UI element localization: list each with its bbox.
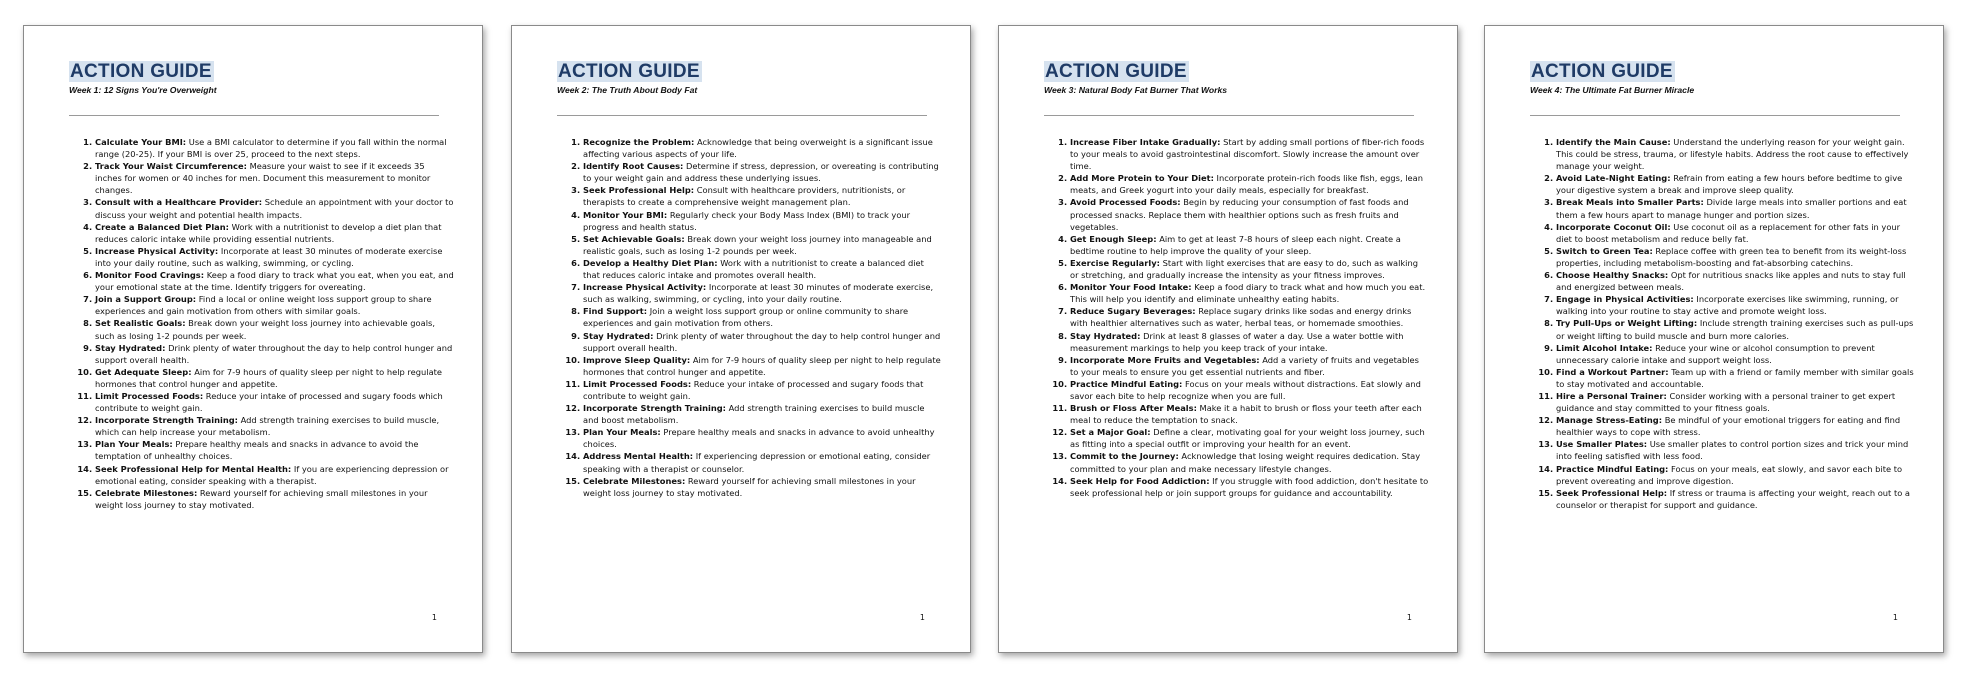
list-item [1556,414,1915,438]
item-label: Try Pull-Ups or Weight Lifting: [1556,318,1698,329]
item-label: Limit Processed Foods: [95,390,204,401]
item-text: If you struggle with food addiction, don't hesitate to seek professional help or join support groups for guidance and accountability. [1070,475,1429,498]
list-item [1070,450,1429,474]
item-text: Schedule an appointment with your doctor to discuss your weight and potential health impacts. [95,197,454,220]
item-label: Develop a Healthy Diet Plan: [583,257,718,268]
item-text: Team up with a friend or family member with similar goals to stay motivated and accountable. [1556,366,1914,389]
page-subtitle: Week 4: The Ultimate Fat Burner Miracle [1530,85,1695,95]
item-text: Use a BMI calculator to determine if you fall within the normal range (20-25). If your BMI is over 25, proceed to the next steps. [95,137,447,160]
item-label: Plan Your Meals: [583,427,661,438]
item-label: Celebrate Milestones: [95,487,198,498]
item-label: Incorporate Strength Training: [583,403,726,414]
item-text: Focus on your meals, eat slowly, and savor each bite to prevent overeating and improve digestion. [1556,463,1903,486]
item-label: Add More Protein to Your Diet: [1070,173,1214,184]
item-text: Join a weight loss support group or online community to share experiences and gain motivation from others. [583,306,909,329]
item-label: Engage in Physical Activities: [1556,294,1694,305]
item-text: Focus on your meals without distractions. Eat slowly and savor each bite to help recognize when you are full. [1070,378,1421,401]
item-label: Increase Fiber Intake Gradually: [1070,137,1221,147]
item-text: Regularly check your Body Mass Index (BMI) to track your progress and health status. [583,209,911,232]
item-label: Calculate Your BMI: [95,137,187,147]
page-subtitle: Week 1: 12 Signs You're Overweight [69,85,217,95]
list-item [583,160,942,184]
item-label: Brush or Floss After Meals: [1070,403,1197,414]
item-label: Improve Sleep Quality: [583,354,691,365]
list-item [1556,172,1915,196]
item-label: Seek Professional Help: [1556,487,1668,498]
item-text: Add a variety of fruits and vegetables to your meals to ensure you get essential nutrients and fiber. [1070,354,1419,377]
item-text: Start with light exercises that are easy to do, such as walking or stretching, and gradually increase the intensity as your fitness improves. [1070,257,1419,281]
item-label: Monitor Food Cravings: [95,270,205,281]
item-text: Aim for 7-9 hours of quality sleep per night to help regulate hormones that control hunger and appetite. [95,366,443,389]
list-item [1556,245,1915,269]
action-list [557,136,942,499]
list-item [583,402,942,426]
item-text: If stress or trauma is affecting your weight, reach out to a counselor or therapist for support and guidance. [1556,487,1910,510]
item-label: Plan Your Meals: [95,439,173,450]
list-item [1556,390,1915,414]
item-text: Reward yourself for achieving small milestones in your weight loss journey to stay motivated. [583,475,916,498]
item-text: Consult with healthcare providers, nutritionists, or therapists to create a comprehensive weight management plan. [583,185,906,208]
document-page [23,25,483,653]
item-text: Keep a food diary to track what and how much you eat. This will help you identify and eliminate unhealthy eating habits. [1070,282,1426,305]
page-subtitle: Week 3: Natural Body Fat Burner That Works [1044,85,1228,95]
item-text: Incorporate at least 30 minutes of moderate exercise, such as walking, swimming, or cycling, into your daily routine. [583,282,934,305]
list-item [95,487,454,511]
item-text: Reduce your wine or alcohol consumption to prevent unnecessary calorie intake and support weight loss. [1556,342,1875,365]
list-item [583,136,942,160]
item-label: Hire a Personal Trainer: [1556,390,1667,401]
item-text: If experiencing depression or emotional eating, consider speaking with a therapist or counselor. [583,451,931,474]
item-text: Start by adding small portions of fiber-rich foods to your meals to avoid gastrointestinal discomfort. Slowly increase the amount over time. [1070,137,1425,172]
item-text: If you are experiencing depression or emotional eating, consider speaking with a therapist. [95,463,449,486]
item-text: Incorporate protein-rich foods like fish, eggs, lean meats, and Greek yogurt into your daily meals, especially for breakfast. [1070,173,1424,196]
item-label: Set Achievable Goals: [583,233,685,244]
list-item [583,209,942,233]
item-label: Incorporate Coconut Oil: [1556,221,1671,232]
item-label: Practice Mindful Eating: [1556,463,1669,474]
item-label: Track Your Waist Circumference: [95,161,247,172]
item-label: Seek Help for Food Addiction: [1070,475,1210,486]
list-item [1070,475,1429,499]
item-label: Incorporate Strength Training: [95,415,238,426]
list-item [95,245,454,269]
list-item [95,366,454,390]
item-text: Use coconut oil as a replacement for other fats in your diet to boost metabolism and reduce belly fat. [1556,221,1901,244]
page-title: ACTION GUIDE [1045,61,1187,82]
item-text: Acknowledge that losing weight requires dedication. Stay committed to your plan and make necessary lifestyle changes. [1070,451,1421,474]
list-item [95,160,454,196]
list-item [583,475,942,499]
list-item [95,269,454,293]
item-text: Measure your waist to see if it exceeds 35 inches for women or 40 inches for men. Document this measurement to monitor changes. [95,161,431,196]
list-item [1556,221,1915,245]
list-item [95,136,454,160]
page-content [1044,61,1429,499]
item-text: Make it a habit to brush or floss your teeth after each meal to reduce the temptation to snack. [1070,403,1422,426]
item-label: Incorporate More Fruits and Vegetables: [1070,354,1260,365]
list-item [1070,281,1429,305]
list-item [583,330,942,354]
item-label: Address Mental Health: [583,451,694,462]
item-text: Drink plenty of water throughout the day to help control hunger and support overall health. [583,330,941,353]
list-item [1556,487,1915,511]
item-label: Find Support: [583,306,648,317]
item-text: Reduce your intake of processed and sugary foods which contribute to weight gain. [95,390,443,414]
item-text: Refrain from eating a few hours before bedtime to give your digestive system a break and improve sleep quality. [1556,173,1903,196]
list-item [1556,366,1915,390]
item-label: Use Smaller Plates: [1556,439,1648,450]
item-text: Consider working with a personal trainer to get expert guidance and stay committed to your fitness goals. [1556,390,1896,414]
list-item [95,317,454,341]
item-label: Create a Balanced Diet Plan: [95,221,229,232]
item-text: Break down your weight loss journey into manageable and realistic goals, such as losing 1-2 pounds per week. [583,233,932,256]
list-item [583,426,942,450]
page-content [69,61,454,511]
item-label: Limit Processed Foods: [583,378,692,389]
page-content [557,61,942,499]
item-label: Practice Mindful Eating: [1070,378,1183,389]
item-label: Limit Alcohol Intake: [1556,342,1653,353]
list-item [583,184,942,208]
item-label: Get Enough Sleep: [1070,233,1157,244]
divider [69,115,439,116]
document-page [1484,25,1944,653]
page-subtitle: Week 2: The Truth About Body Fat [557,85,698,95]
page-content [1530,61,1915,511]
item-text: Include strength training exercises such as pull-ups or weight lifting to build muscle and burn more calories. [1556,318,1914,341]
list-item [1556,463,1915,487]
item-text: Determine if stress, depression, or overeating is contributing to your weight gain and address these underlying issues. [583,161,939,184]
item-label: Recognize the Problem: [583,137,695,147]
list-item [95,342,454,366]
action-list [69,136,454,511]
item-text: Aim for 7-9 hours of quality sleep per night to help regulate hormones that control hunger and appetite. [583,354,941,377]
item-label: Exercise Regularly: [1070,257,1160,268]
action-list [1530,136,1915,511]
list-item [1556,317,1915,341]
item-label: Switch to Green Tea: [1556,245,1653,256]
item-label: Break Meals into Smaller Parts: [1556,197,1704,208]
item-text: Break down your weight loss journey into achievable goals, such as losing 1-2 pounds per week. [95,318,435,341]
list-item [583,281,942,305]
list-item [583,233,942,257]
page-number: 1 [431,613,437,622]
item-text: Understand the underlying reason for your weight gain. This could be stress, trauma, or lifestyle habits. Address the root cause to effectively manage your weight. [1556,137,1909,172]
item-label: Increase Physical Activity: [583,282,707,293]
item-label: Stay Hydrated: [1070,330,1141,341]
item-text: Replace sugary drinks like sodas and energy drinks with healthier alternatives such as water, herbal teas, or homemade smoothies. [1070,306,1412,329]
list-item [1070,257,1429,281]
list-item [1556,342,1915,366]
item-text: Aim to get at least 7-8 hours of sleep each night. Create a bedtime routine to help improve the quality of your sleep. [1070,233,1401,256]
list-item [1070,136,1429,172]
list-item [95,196,454,220]
item-label: Find a Workout Partner: [1556,366,1669,377]
page-title: ACTION GUIDE [1531,61,1673,82]
item-label: Manage Stress-Eating: [1556,415,1663,426]
item-text: Find a local or online weight loss support group to share experiences and gain motivation from others with similar goals. [95,294,432,317]
divider [1530,115,1900,116]
list-item [1070,233,1429,257]
list-item [95,414,454,438]
list-item [583,257,942,281]
document-page [511,25,971,653]
item-text: Incorporate at least 30 minutes of moderate exercise into your daily routine, such as walking, swimming, or cycling. [95,245,443,268]
list-item [1070,426,1429,450]
item-label: Consult with a Healthcare Provider: [95,197,263,208]
page-number: 1 [919,613,925,622]
list-item [95,438,454,462]
divider [1044,115,1414,116]
item-text: Prepare healthy meals and snacks in advance to avoid unhealthy choices. [583,427,935,450]
item-text: Divide large meals into smaller portions and eat them a few hours apart to manage hunger and portion sizes. [1556,197,1907,220]
list-item [583,354,942,378]
item-label: Identify Root Causes: [583,161,684,172]
list-item [95,293,454,317]
list-item [1556,438,1915,462]
list-item [583,305,942,329]
item-label: Commit to the Journey: [1070,451,1179,462]
document-page [998,25,1458,653]
list-item [1556,136,1915,172]
item-label: Monitor Your Food Intake: [1070,282,1192,293]
item-text: Begin by reducing your consumption of fast foods and processed snacks. Replace them with healthier options such as fresh fruits and vegetables. [1070,197,1409,232]
list-item [1070,378,1429,402]
item-label: Get Adequate Sleep: [95,366,192,377]
item-label: Avoid Late-Night Eating: [1556,173,1671,184]
item-text: Drink at least 8 glasses of water a day. Use a water bottle with measurement markings to help you keep track of your intake. [1070,330,1404,353]
item-label: Monitor Your BMI: [583,209,668,220]
item-text: Use smaller plates to control portion sizes and trick your mind into feeling satisfied with less food. [1556,439,1909,462]
item-text: Replace coffee with green tea to benefit from its weight-loss properties, including metabolism-boosting and fat-absorbing catechins. [1556,245,1907,268]
page-title: ACTION GUIDE [558,61,700,82]
item-text: Work with a nutritionist to develop a diet plan that reduces caloric intake while providing essential nutrients. [95,221,442,244]
item-label: Celebrate Milestones: [583,475,686,486]
item-text: Prepare healthy meals and snacks in advance to avoid the temptation of unhealthy choices. [95,439,419,462]
item-label: Avoid Processed Foods: [1070,197,1181,208]
item-text: Drink plenty of water throughout the day to help control hunger and support overall health. [95,342,453,365]
page-number: 1 [1406,613,1412,622]
list-item [1070,354,1429,378]
item-label: Stay Hydrated: [95,342,166,353]
list-item [1070,305,1429,329]
list-item [95,463,454,487]
item-text: Reduce your intake of processed and sugary foods that contribute to weight gain. [583,378,924,401]
list-item [583,450,942,474]
item-label: Reduce Sugary Beverages: [1070,306,1196,317]
list-item [1556,269,1915,293]
item-text: Be mindful of your emotional triggers for eating and find healthier ways to cope with stress. [1556,415,1901,438]
item-label: Seek Professional Help for Mental Health: [95,463,292,474]
item-label: Set a Major Goal: [1070,427,1151,438]
list-item [1070,172,1429,196]
item-text: Keep a food diary to track what you eat, when you eat, and your emotional state at the time. Identify triggers for overeating. [95,270,454,293]
item-label: Increase Physical Activity: [95,245,219,256]
item-text: Add strength training exercises to build muscle and boost metabolism. [583,403,925,426]
action-list [1044,136,1429,499]
item-label: Choose Healthy Snacks: [1556,270,1669,281]
item-text: Define a clear, motivating goal for your weight loss journey, such as fitting into a special outfit or improving your health for an event. [1070,427,1425,450]
item-label: Identify the Main Cause: [1556,137,1671,147]
list-item [1070,196,1429,232]
page-title: ACTION GUIDE [70,61,212,82]
item-text: Work with a nutritionist to create a balanced diet that reduces caloric intake and promotes overall health. [583,257,924,281]
divider [557,115,927,116]
item-label: Set Realistic Goals: [95,318,186,329]
page-number: 1 [1892,613,1898,622]
list-item [1556,293,1915,317]
item-text: Acknowledge that being overweight is a significant issue affecting various aspects of your life. [583,137,933,160]
list-item [583,378,942,402]
item-label: Seek Professional Help: [583,185,695,196]
item-text: Opt for nutritious snacks like apples and nuts to stay full and energized between meals. [1556,270,1906,293]
item-text: Add strength training exercises to build muscle, which can help increase your metabolism. [95,415,440,438]
list-item [1556,196,1915,220]
item-text: Incorporate exercises like swimming, running, or walking into your routine to stay active and promote weight loss. [1556,294,1899,317]
list-item [95,390,454,414]
item-label: Join a Support Group: [95,294,197,305]
list-item [1070,330,1429,354]
item-text: Reward yourself for achieving small milestones in your weight loss journey to stay motivated. [95,487,428,510]
list-item [95,221,454,245]
item-label: Stay Hydrated: [583,330,654,341]
list-item [1070,402,1429,426]
